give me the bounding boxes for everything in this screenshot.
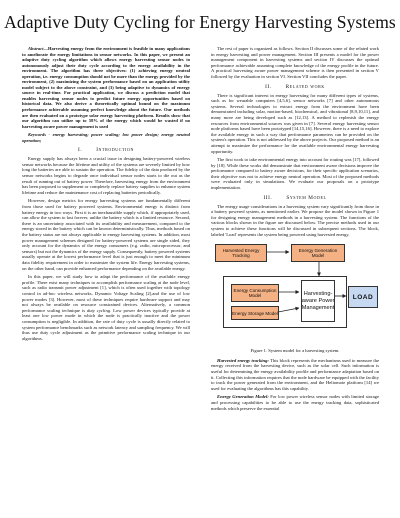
harvested-energy-tracking-paragraph (211, 358, 379, 392)
runin-heading: Energy Generation Model: (217, 394, 269, 400)
figure-caption: Figure 1. System model for a harvesting system. (250, 348, 340, 354)
section-title: Introduction (96, 147, 135, 154)
abstract-body: —Harvesting energy from the environment is feasible in many applications to ameliorate the energy limitations in sensor networks. In this paper, we present an adaptive duty cycling algorithm which allows energy harvesting sensor nodes to autonomously adjust their duty cycle according to the energy availability in the environment. The algorithm has three objectives: (1) achieving energy neutral operation, i.e. energy consumption should not be more than the energy provided by the environment, (2) maximizing the system performance based on an application utility model subject to the above constraint, and (3) being adaptive to dynamics of energy source in real-time. For practical application, we discuss a prediction model that enables harvesting sensor nodes to predict future energy opportunities based on historical data. We also derive a theoretically optimal bound on the maximum performance achievable assuming perfect knowledge about the future. Our methods are then evaluated on a prototype solar energy harvesting platform. Results show that our algorithm can utilize up to 58% of the energy which would be wasted if no harvesting aware power management is used (22, 46, 190, 129)
keywords-body: - energy harvesting; power scaling; low power design; energy neutral operation; (22, 132, 190, 143)
runin-heading: Harvested energy tracking: (217, 357, 269, 363)
section-heading-system-model (211, 195, 379, 201)
related-work-paragraph-2: The first work to take environmental energy into account for routing was [17], followed by [18]. While these works did demonstrate that environment aware decisions improve the performance compared to battery aware decisions, for their specific application scenarios, their objective was not to achieve energy neutral operation. Most of the proposed methods were evaluated only in simulations. We evaluate our proposals on a prototype implementation. (211, 157, 379, 191)
left-column (22, 46, 190, 344)
keywords (22, 132, 190, 143)
section-number: II. (265, 83, 272, 90)
section-heading-introduction (22, 147, 190, 153)
section-heading-related-work (211, 84, 379, 90)
duty-cycling-term: duty cycling (86, 307, 111, 313)
energy-generation-model-block: Energy Generation Model (291, 244, 345, 262)
load-block: LOAD (348, 286, 378, 308)
paragraph-body: For low power wireless sensor nodes with limited storage and processing capabilities to be able to use the energy tracking data, sophisticated methods which preserve the essential (211, 394, 380, 411)
keywords-label: Keywords (28, 132, 46, 138)
paragraph-body: This block represents the mechanisms used to measure the energy received from the harvesting device, such as the solar cell. Such information is useful for determining the energy availability profile and performance adaptation based on it. Collecting this information requires that the node hardware be equipped with the facility to track the power generated from the environment, and the Heliomote platform [14] we used for evaluating the algorithms has this capability. (211, 357, 379, 391)
section-number: I. (77, 147, 83, 154)
intro-paragraph-3 (22, 274, 190, 341)
abstract (22, 46, 190, 129)
harvested-energy-tracking-block: Harvested Energy Tracking (215, 244, 267, 262)
intro-paragraph-3-part-a: In this paper, we will study how to adapt the performance of the available energy profile. There exist many techniques to accomplish performance scaling at the node level, such as radio transmit power adjustment [1], which is often used together with topology control in ad-hoc wireless networks, Dynamic Voltage Scaling [2],and the use of low power modes [3]. However, most of these techniques require hardware support and may not always be available on resource constrained devices. Alternatively, a common performance scaling technique is (22, 274, 190, 313)
energy-storage-model-block: Energy Storage Model (231, 306, 279, 320)
related-work-paragraph-1: There is significant interest in energy harvesting for many different types of systems, such as for wearable computers [4,5,6], sensor networks [7] and other autonomous systems. Several technologies to extract energy from the environment have been demonstrated including solar, motion-based, biochemical, and vibrational [8,9,10,11], and many more are being developed such as [12,13]. A method to replenish the energy resources from environmental sources was given in [7]. Several energy harvesting sensor node platforms based have been prototyped [14,15,16]. However, there is a need to explore the available energy in such a way that performance parameters can be provided on the system's operation. This is not addressed by the above projects. Our proposed method is an attempt to maximize the performance for the available environmental energy harvesting opportunity. (211, 92, 379, 154)
paper-title: Adaptive Duty Cycling for Energy Harvesting Systems (4, 12, 396, 32)
section-number: III. (263, 194, 273, 201)
harvesting-aware-power-management-block: Harvesting-aware Power Management (301, 280, 335, 322)
system-model-figure (211, 240, 379, 346)
intro-paragraph-1: Energy supply has always been a crucial issue in designing battery-powered wireless sensor networks because the lifetime and utility of the systems are severely limited by how long the batteries are able to sustain the operation. The fidelity of the data produced by the sensor networks begins to degrade once individual sensor nodes starts to die out as the result of running out of battery power. Therefore, harvesting energy from the environment has been proposed to supplement or completely replace battery supplies to enhance system lifetime and reduce the maintenance cost of replacing batteries periodically. (22, 156, 190, 195)
outline-paragraph: The rest of paper is organized as follows. Section II discusses some of the related work in energy harvesting and power management. Section III presents a model for the power management component in harvesting systems and section IV discusses the optimal performance achievable assuming complete knowledge of the energy profile in the future. A practical harvesting aware power management scheme is then presented in section V followed by the evaluation in section VI. Section VII concludes the paper. (211, 46, 379, 79)
right-column (211, 46, 379, 414)
intro-paragraph-3-part-b: . Low power devices typically provide at least one low power mode in which the node is practically inactive and the power consumption is negligible. In addition, the rate of duty cycle is usually directly related to system performance benchmarks such as network latency and sampling frequency. We will thus use duty cycle adjustment as the primitive performance scaling technique in our algorithms. (22, 307, 190, 341)
section-title: Related work (285, 83, 325, 90)
section-title: System Model (286, 194, 327, 201)
abstract-label: Abstract (28, 46, 44, 51)
energy-consumption-model-block: Energy Consumption Model (231, 284, 279, 302)
system-model-paragraph: The energy usage considerations in a harvesting system vary significantly from those in a battery powered system, as mentioned earlier. We propose the model shown in Figure 1 for designing energy management methods in a harvesting system. The functions of the various blocks shown in the figure are discussed below. The precise methods used in our system to achieve these functions will be discussed in subsequent sections. The block, labeled 'Load' represents the system being powered using harvested energy. (211, 203, 379, 237)
energy-generation-model-paragraph (211, 394, 379, 411)
intro-paragraph-2: However, design metrics for energy harvesting systems are fundamentally different from those used for battery powered systems. Environmental energy is distinct from battery energy in two ways. First it is an inexhaustible supply which, if appropriately used, can allow the system to last forever, unlike the battery which is a limited resource. Second, there is an uncertainty associated with its availability and measurement, compared to the energy stored in the battery which can be known deterministically. Thus, methods based on the battery status are not always applicable to energy harvesting systems. In addition, most power management schemes designed for battery-powered systems are single sided, they only account for the dynamics of the energy consumers (e.g. radio, microprocessor, and sensors) but not the dynamics of the energy supply. Consequently, battery powered systems usually operate at the lowest performance level that is just enough to meet the minimum data fidelity requirement in order to maximize the system life. Energy harvesting systems, on the other hand, can provide enhanced performance depending on the available energy. (22, 198, 190, 271)
